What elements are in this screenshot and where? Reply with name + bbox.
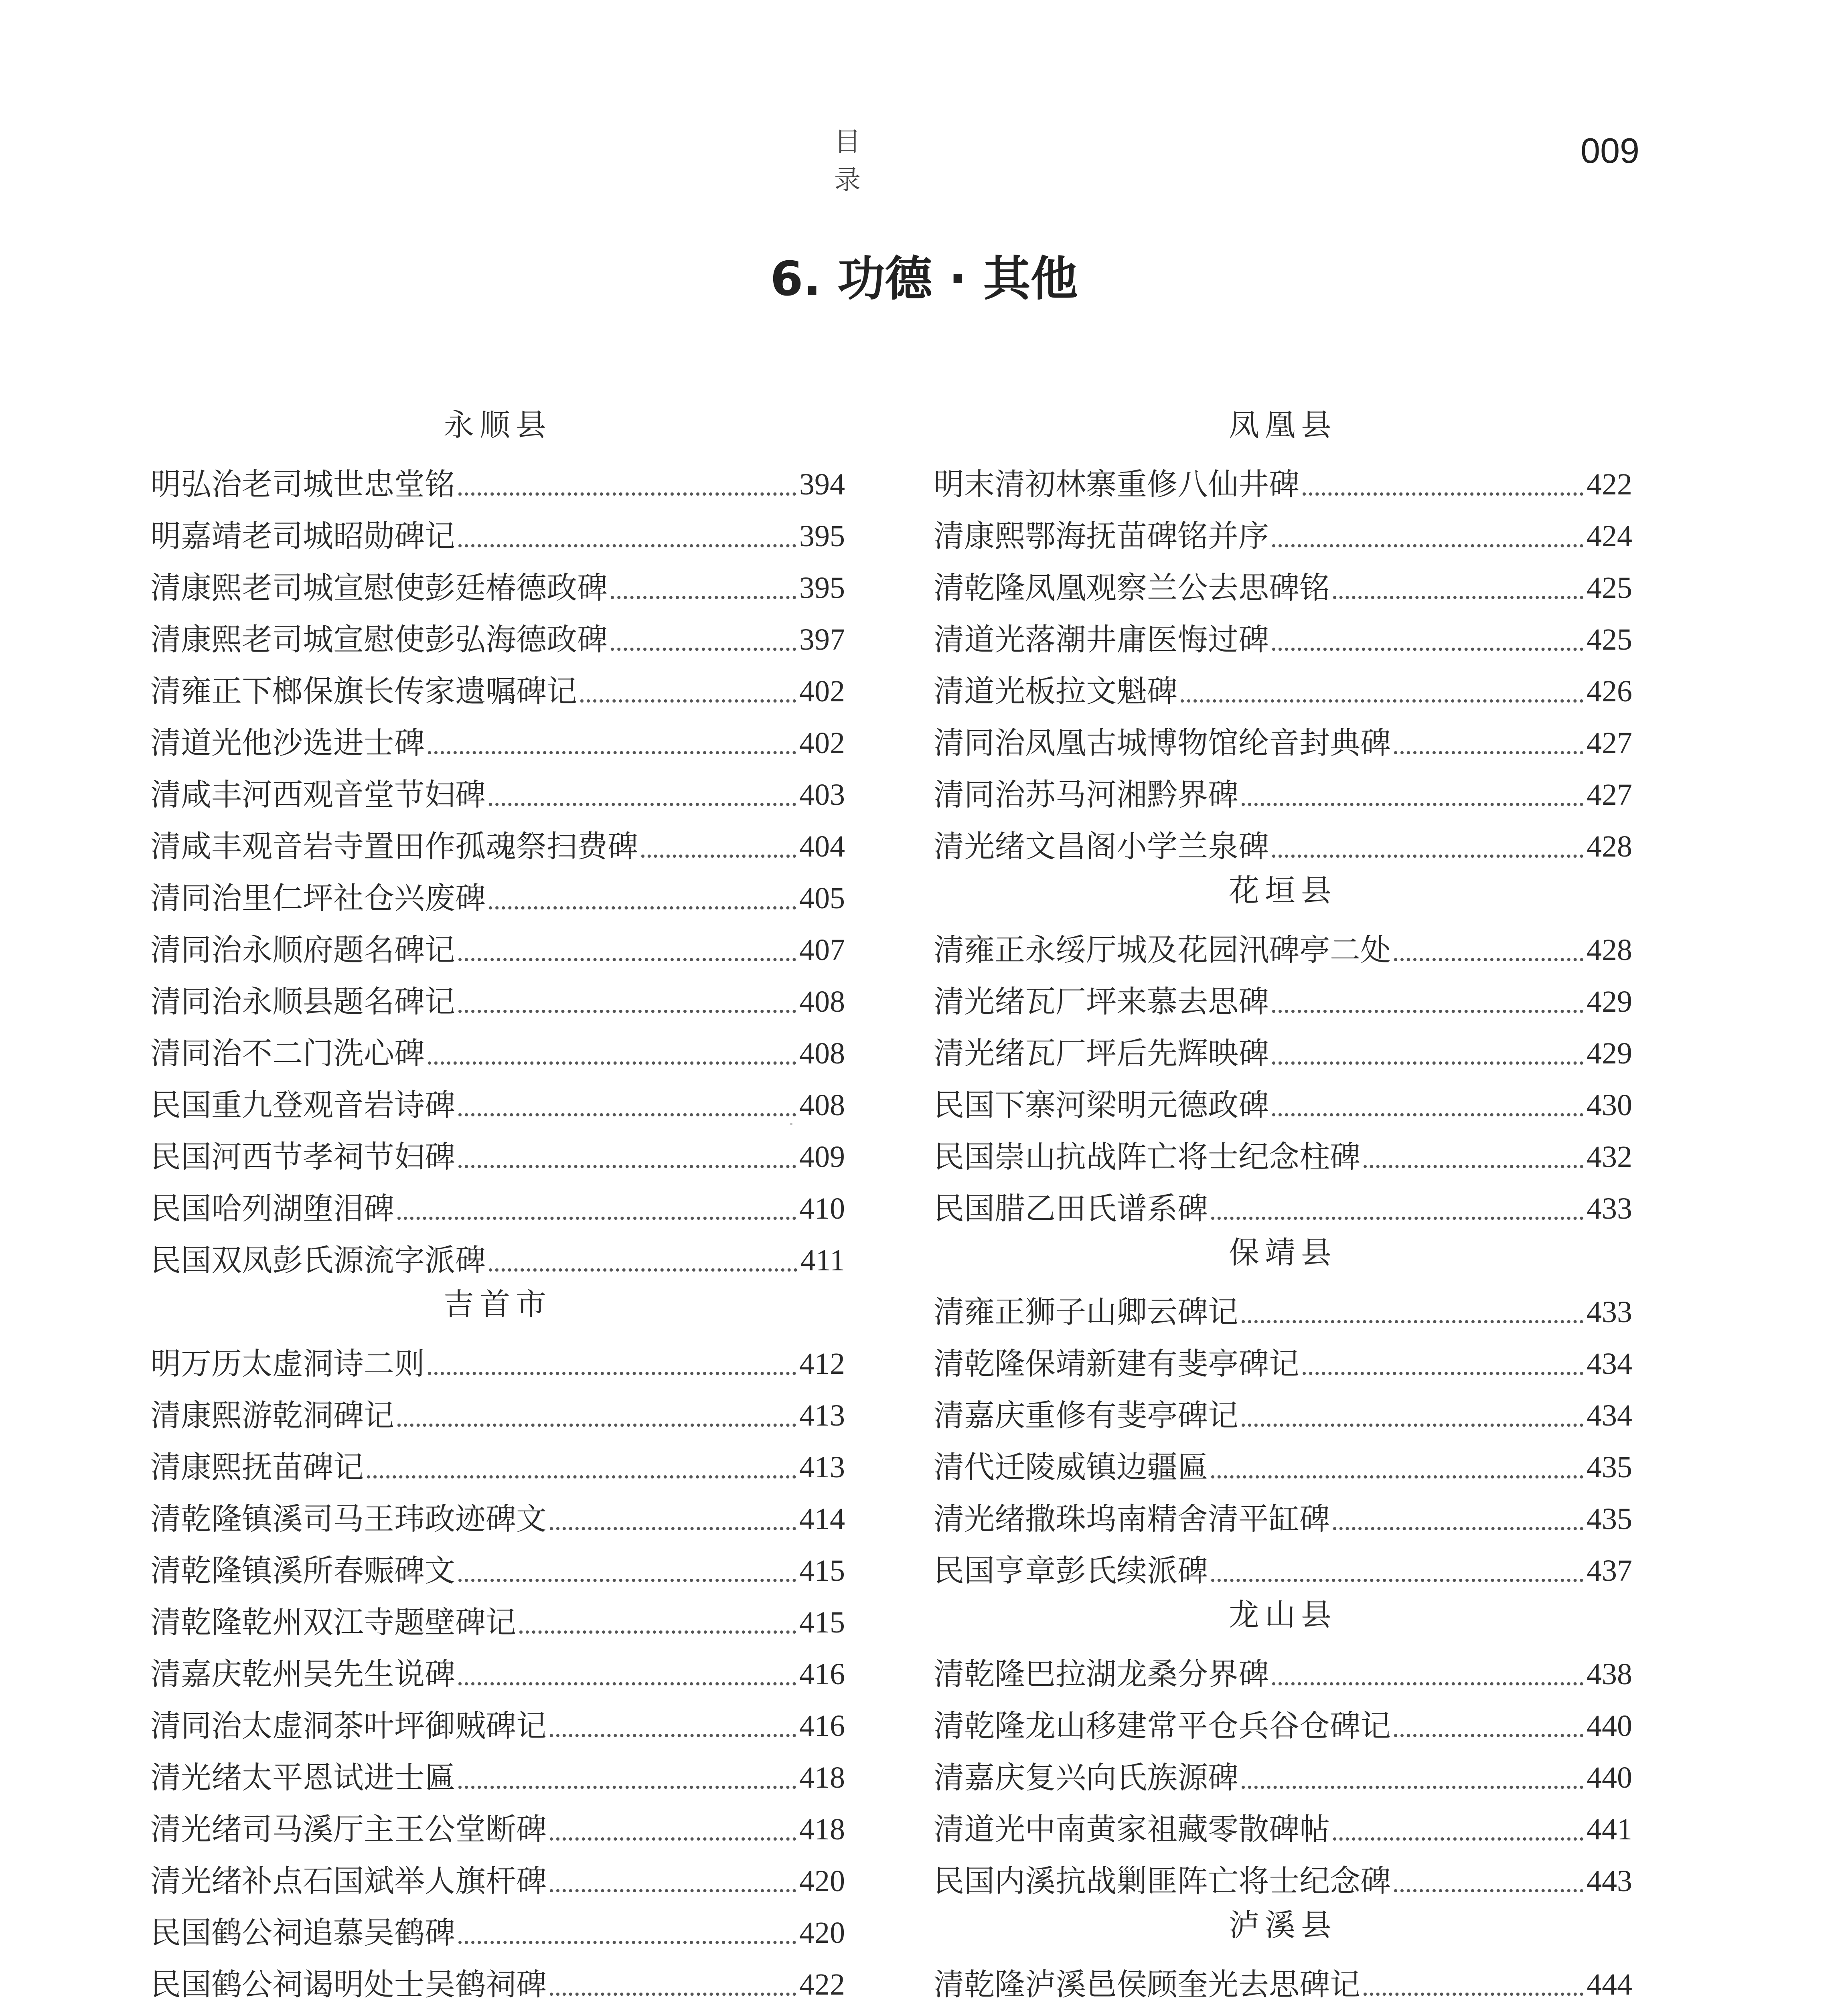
toc-entry-page: 407 [799, 933, 845, 967]
toc-entry-page: 402 [799, 726, 845, 760]
toc-entry-page: 402 [799, 674, 845, 708]
dot-leader [1272, 1010, 1583, 1013]
dot-leader [428, 1372, 796, 1375]
dot-leader [458, 1113, 796, 1116]
toc-entry-page: 413 [799, 1399, 845, 1432]
dot-leader [1242, 1320, 1583, 1323]
dot-leader [489, 803, 796, 806]
toc-entry [934, 1953, 1632, 2005]
toc-entry-title: 清乾隆凤凰观察兰公去思碑铭 [934, 570, 1330, 606]
toc-entry [934, 1487, 1632, 1539]
toc-entry-page: 435 [1587, 1502, 1632, 1536]
toc-entry-page: 438 [1587, 1657, 1632, 1691]
dot-leader [458, 1165, 796, 1168]
toc-entry-title: 清雍正下榔保旗长传家遗嘱碑记 [150, 673, 577, 709]
toc-entry-title: 民国腊乙田氏谱系碑 [934, 1191, 1208, 1226]
toc-entry-title: 明万历太虚洞诗二则 [150, 1346, 425, 1381]
toc-entry-page: 420 [799, 1916, 845, 1950]
toc-entry-title: 清光绪瓦厂坪后先辉映碑 [934, 1035, 1269, 1071]
dot-leader [428, 1061, 796, 1065]
section-heading-gongde: 6. 功德 · 其他 [770, 251, 1078, 306]
dot-leader [1333, 1527, 1583, 1530]
toc-entry [934, 1384, 1632, 1436]
toc-entry-page: 395 [799, 571, 845, 605]
toc-entry-page: 428 [1587, 830, 1632, 863]
toc-entry-title: 清咸丰观音岩寺置田作孤魂祭扫费碑 [150, 828, 638, 864]
dot-leader [1211, 1579, 1583, 1582]
toc-entry [934, 815, 1632, 867]
toc-entry-title: 清道光落潮井庸医悔过碑 [934, 622, 1269, 657]
toc-entry-page: 395 [799, 519, 845, 553]
dot-leader [397, 1217, 796, 1220]
toc-entry-title: 清乾隆泸溪邑侯顾奎光去思碑记 [934, 1967, 1360, 2002]
toc-entry [934, 1022, 1632, 1073]
toc-entry-title: 清光绪补点石国斌举人旗杆碑 [150, 1863, 547, 1899]
dot-leader [1394, 1734, 1583, 1737]
toc-entry-title: 明嘉靖老司城昭勋碑记 [150, 518, 455, 554]
toc-entry-page: 429 [1587, 1037, 1632, 1070]
toc-entry [934, 660, 1632, 711]
dot-leader [1333, 1837, 1583, 1841]
toc-entry [150, 1642, 845, 1694]
toc-entry [934, 1073, 1632, 1125]
toc-entry-title: 清道光他沙选进士碑 [150, 725, 425, 761]
toc-entry-page: 427 [1587, 778, 1632, 812]
dot-leader [1394, 958, 1583, 961]
toc-entry-page: 422 [1587, 468, 1632, 501]
toc-entry-page: 429 [1587, 985, 1632, 1019]
toc-entry-title: 民国崇山抗战阵亡将士纪念柱碑 [934, 1139, 1360, 1175]
toc-entry-page: 412 [799, 1347, 845, 1381]
toc-entry [934, 453, 1632, 504]
toc-entry-title: 清光绪撒珠坞南精舍清平缸碑 [934, 1501, 1330, 1537]
dot-leader [1242, 1786, 1583, 1789]
dot-leader [1272, 648, 1583, 651]
toc-entry [150, 763, 845, 815]
toc-entry [150, 1022, 845, 1073]
toc-entry-title: 清道光板拉文魁碑 [934, 673, 1177, 709]
toc-entry [150, 1694, 845, 1746]
dot-leader [641, 855, 796, 858]
toc-entry-title: 清同治苏马河湘黔界碑 [934, 777, 1238, 812]
toc-entry-title: 民国鹤公祠追慕吴鹤碑 [150, 1915, 455, 1950]
county-heading: 泸溪县 [1229, 1907, 1337, 1943]
toc-entry-page: 410 [799, 1192, 845, 1225]
toc-column-right [934, 401, 1632, 2005]
toc-entry [150, 1229, 845, 1280]
toc-entry-title: 清乾隆巴拉湖龙桑分界碑 [934, 1656, 1269, 1692]
toc-entry-title: 清康熙鄂海抚苗碑铭并序 [934, 518, 1269, 554]
toc-entry-title: 清嘉庆重修有斐亭碑记 [934, 1397, 1238, 1433]
toc-entry-title: 民国哈列湖堕泪碑 [150, 1191, 394, 1226]
dot-leader [1272, 1113, 1583, 1116]
toc-entry-title: 清乾隆保靖新建有斐亭碑记 [934, 1346, 1299, 1381]
dot-leader [550, 1993, 796, 1996]
dot-leader [550, 1734, 796, 1737]
toc-entry-page: 422 [799, 1968, 845, 2001]
toc-entry-page: 394 [799, 468, 845, 501]
toc-entry-page: 428 [1587, 933, 1632, 967]
toc-entry-page: 397 [799, 623, 845, 656]
toc-entry [150, 867, 845, 918]
toc-entry-title: 民国内溪抗战剿匪阵亡将士纪念碑 [934, 1863, 1391, 1899]
toc-entry [150, 1177, 845, 1229]
toc-entry [934, 1125, 1632, 1177]
dot-leader [489, 906, 796, 909]
toc-entry-title: 明弘治老司城世忠堂铭 [150, 466, 455, 502]
dot-leader [1303, 492, 1583, 496]
dot-leader [1364, 1993, 1583, 1996]
toc-entry-title: 清同治太虚洞茶叶坪御贼碑记 [150, 1708, 547, 1744]
dot-leader [458, 544, 796, 547]
toc-entry [934, 1436, 1632, 1487]
toc-entry-title: 清嘉庆乾州吴先生说碑 [150, 1656, 455, 1692]
running-header: 目 录 [834, 126, 885, 195]
dot-leader [458, 1010, 796, 1013]
toc-entry-page: 435 [1587, 1450, 1632, 1484]
toc-entry [150, 1539, 845, 1591]
toc-entry-title: 民国下寨河梁明元德政碑 [934, 1087, 1269, 1123]
dot-leader [458, 958, 796, 961]
toc-entry-title: 明末清初林寨重修八仙井碑 [934, 466, 1299, 502]
toc-entry-title: 清光绪瓦厂坪来慕去思碑 [934, 984, 1269, 1019]
toc-entry-page: 440 [1587, 1761, 1632, 1794]
dot-leader [428, 751, 796, 754]
toc-entry-title: 清康熙游乾洞碑记 [150, 1397, 394, 1433]
dot-leader [458, 492, 796, 496]
toc-entry-title: 清雍正永绥厅城及花园汛碑亭二处 [934, 932, 1391, 968]
scan-speck [790, 1123, 792, 1125]
dot-leader [550, 1889, 796, 1892]
toc-entry [150, 1591, 845, 1642]
toc-entry [934, 1694, 1632, 1746]
toc-entry [934, 1642, 1632, 1694]
toc-entry-title: 民国双凤彭氏源流字派碑 [150, 1242, 486, 1278]
county-heading: 永顺县 [444, 407, 552, 443]
dot-leader [458, 1786, 796, 1789]
toc-entry [150, 970, 845, 1022]
toc-entry-title: 民国鹤公祠谒明处士吴鹤祠碑 [150, 1967, 547, 2002]
dot-leader [611, 648, 796, 651]
dot-leader [1333, 596, 1583, 599]
dot-leader [1272, 544, 1583, 547]
dot-leader [1211, 1475, 1583, 1478]
toc-entry-page: 408 [799, 1037, 845, 1070]
toc-entry [934, 1332, 1632, 1384]
toc-entry-page: 427 [1587, 726, 1632, 760]
toc-entry-title: 清康熙老司城宣慰使彭弘海德政碑 [150, 622, 608, 657]
toc-entry-title: 清乾隆镇溪所春赈碑文 [150, 1553, 455, 1588]
toc-entry [934, 711, 1632, 763]
toc-entry [150, 1746, 845, 1798]
dot-leader [1242, 1424, 1583, 1427]
toc-entry [150, 1953, 845, 2005]
dot-leader [611, 596, 796, 599]
dot-leader [1303, 1372, 1583, 1375]
county-heading: 花垣县 [1229, 873, 1337, 908]
toc-column-left [150, 401, 845, 2005]
toc-entry [934, 608, 1632, 660]
toc-entry-page: 437 [1587, 1554, 1632, 1588]
toc-entry [150, 1436, 845, 1487]
toc-entry [150, 1384, 845, 1436]
toc-entry-title: 清道光中南黄家祖藏零散碑帖 [934, 1811, 1330, 1847]
toc-entry-page: 404 [799, 830, 845, 863]
toc-entry-page: 433 [1587, 1192, 1632, 1225]
toc-entry-page: 418 [799, 1761, 845, 1794]
toc-entry-title: 清康熙抚苗碑记 [150, 1449, 364, 1485]
page-number: 009 [1581, 131, 1639, 170]
toc-entry-page: 444 [1587, 1968, 1632, 2001]
toc-entry-title: 清乾隆镇溪司马王玮政迹碑文 [150, 1501, 547, 1537]
dot-leader [1394, 751, 1583, 754]
toc-entry-page: 432 [1587, 1140, 1632, 1174]
toc-entry-title: 清咸丰河西观音堂节妇碑 [150, 777, 486, 812]
toc-entry-page: 415 [799, 1606, 845, 1639]
toc-entry [150, 1332, 845, 1384]
dot-leader [1181, 699, 1583, 703]
dot-leader [1272, 855, 1583, 858]
toc-entry [934, 1539, 1632, 1591]
toc-entry-page: 414 [799, 1502, 845, 1536]
toc-entry-title: 民国亨章彭氏续派碑 [934, 1553, 1208, 1588]
toc-entry [934, 1798, 1632, 1849]
toc-entry [150, 660, 845, 711]
toc-entry-page: 408 [799, 1088, 845, 1122]
toc-entry-page: 430 [1587, 1088, 1632, 1122]
toc-entry-page: 443 [1587, 1864, 1632, 1898]
dot-leader [458, 1579, 796, 1582]
toc-entry-title: 清光绪司马溪厅主王公堂断碑 [150, 1811, 547, 1847]
toc-entry-page: 413 [799, 1450, 845, 1484]
toc-entry-page: 403 [799, 778, 845, 812]
toc-entry-title: 清代迁陵威镇边疆匾 [934, 1449, 1208, 1485]
toc-entry-page: 434 [1587, 1347, 1632, 1381]
toc-entry [150, 918, 845, 970]
dot-leader [580, 699, 796, 703]
toc-entry [150, 1901, 845, 1953]
toc-entry [150, 504, 845, 556]
toc-entry-page: 433 [1587, 1295, 1632, 1329]
toc-entry-page: 440 [1587, 1709, 1632, 1743]
dot-leader [1272, 1682, 1583, 1685]
toc-entry-page: 418 [799, 1813, 845, 1846]
toc-entry [150, 815, 845, 867]
toc-entry-page: 420 [799, 1864, 845, 1898]
county-heading: 吉首市 [444, 1286, 552, 1322]
toc-entry [934, 1177, 1632, 1229]
toc-entry-title: 民国河西节孝祠节妇碑 [150, 1139, 455, 1175]
toc-entry [934, 918, 1632, 970]
toc-entry-title: 清同治永顺县题名碑记 [150, 984, 455, 1019]
toc-entry [934, 1746, 1632, 1798]
dot-leader [397, 1424, 796, 1427]
toc-entry [934, 1280, 1632, 1332]
toc-entry-page: 424 [1587, 519, 1632, 553]
dot-leader [367, 1475, 796, 1478]
county-heading: 龙山县 [1229, 1597, 1337, 1632]
toc-entry-title: 清康熙老司城宣慰使彭廷椿德政碑 [150, 570, 608, 606]
toc-entry [150, 556, 845, 608]
toc-entry [934, 763, 1632, 815]
toc-entry-title: 清光绪太平恩试进士匾 [150, 1760, 455, 1795]
toc-entry-page: 434 [1587, 1399, 1632, 1432]
dot-leader [550, 1527, 796, 1530]
dot-leader [1242, 803, 1583, 806]
toc-entry [934, 1849, 1632, 1901]
toc-entry-page: 409 [799, 1140, 845, 1174]
toc-entry [150, 453, 845, 504]
toc-entry [150, 1073, 845, 1125]
toc-entry-title: 清光绪文昌阁小学兰泉碑 [934, 828, 1269, 864]
dot-leader [519, 1630, 796, 1634]
dot-leader [1394, 1889, 1583, 1892]
toc-entry-title: 清同治凤凰古城博物馆纶音封典碑 [934, 725, 1391, 761]
toc-entry-page: 416 [799, 1657, 845, 1691]
toc-entry [150, 711, 845, 763]
toc-entry [934, 556, 1632, 608]
toc-entry-page: 408 [799, 985, 845, 1019]
toc-entry [934, 504, 1632, 556]
county-heading: 保靖县 [1229, 1235, 1337, 1270]
toc-entry [150, 1125, 845, 1177]
dot-leader [1211, 1217, 1583, 1220]
toc-entry-title: 清嘉庆复兴向氏族源碑 [934, 1760, 1238, 1795]
toc-entry-title: 清同治永顺府题名碑记 [150, 932, 455, 968]
dot-leader [458, 1941, 796, 1944]
toc-entry-page: 425 [1587, 571, 1632, 605]
toc-entry-page: 405 [799, 881, 845, 915]
toc-entry [150, 1487, 845, 1539]
toc-entry-page: 425 [1587, 623, 1632, 656]
toc-entry-page: 426 [1587, 674, 1632, 708]
dot-leader [1272, 1061, 1583, 1065]
toc-entry-title: 清同治里仁坪社仓兴废碑 [150, 880, 486, 916]
toc-entry [934, 970, 1632, 1022]
dot-leader [489, 1268, 797, 1272]
dot-leader [1364, 1165, 1583, 1168]
toc-entry-page: 411 [800, 1244, 845, 1277]
county-heading: 凤凰县 [1229, 407, 1337, 443]
toc-entry-page: 416 [799, 1709, 845, 1743]
toc-entry-title: 清雍正狮子山卿云碑记 [934, 1294, 1238, 1330]
dot-leader [550, 1837, 796, 1841]
toc-entry [150, 608, 845, 660]
toc-entry-title: 清乾隆乾州双江寺题壁碑记 [150, 1604, 516, 1640]
toc-entry [150, 1798, 845, 1849]
toc-entry [150, 1849, 845, 1901]
toc-entry-page: 441 [1587, 1813, 1632, 1846]
toc-entry-title: 民国重九登观音岩诗碑 [150, 1087, 455, 1123]
toc-entry-title: 清乾隆龙山移建常平仓兵谷仓碑记 [934, 1708, 1391, 1744]
toc-entry-page: 415 [799, 1554, 845, 1588]
toc-entry-title: 清同治不二门洗心碑 [150, 1035, 425, 1071]
dot-leader [458, 1682, 796, 1685]
